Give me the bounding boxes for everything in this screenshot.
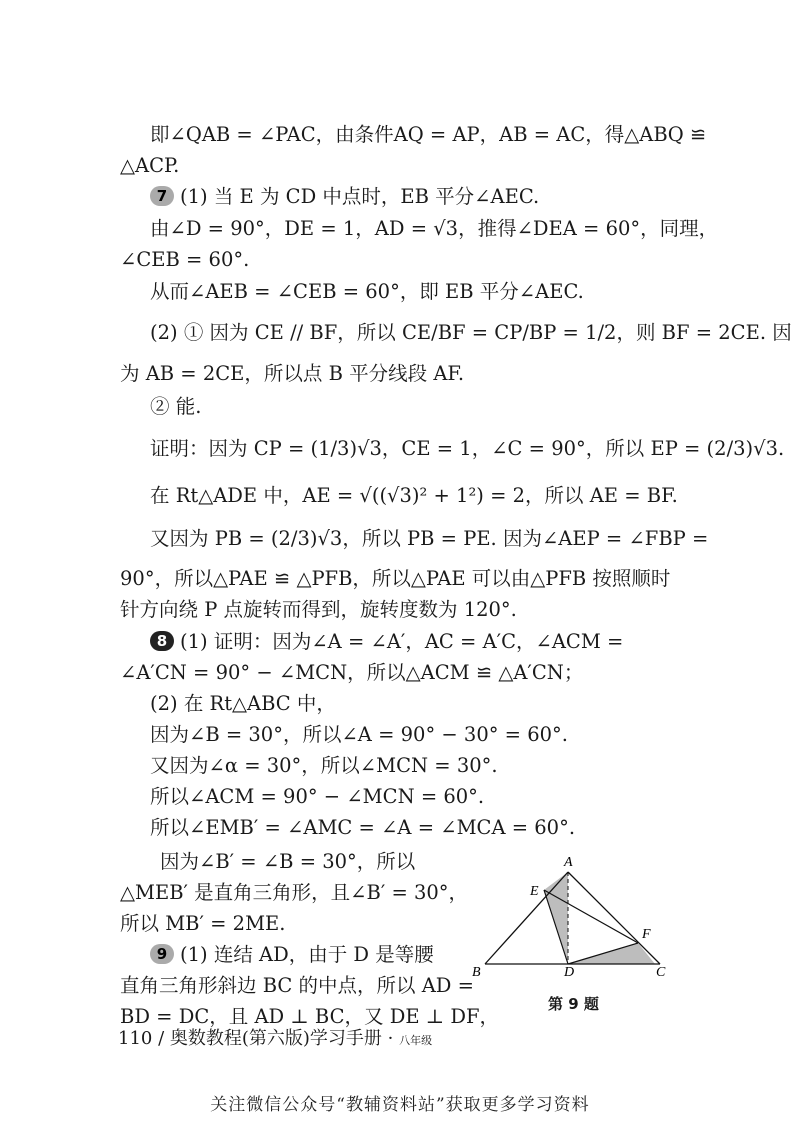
text-line: 又因为 PB = (2/3)√3，所以 PB = PE. 因为∠AEP = ∠FBP =	[150, 527, 709, 550]
text-line	[150, 182, 539, 212]
text-span: (1) 当 E 为 CD 中点时，EB 平分∠AEC.	[180, 185, 540, 208]
text-line: △ACP.	[120, 154, 180, 177]
geometry-figure	[470, 850, 680, 1050]
text-line: 因为∠B′ = ∠B = 30°，所以	[160, 850, 416, 873]
text-line: △MEB′ 是直角三角形，且∠B′ = 30°，	[120, 881, 469, 904]
text-line: 由∠D = 90°，DE = 1，AD = √3，推得∠DEA = 60°，同理，	[150, 217, 719, 240]
vertex-label-b: B	[472, 965, 481, 980]
vertex-label-a: A	[564, 855, 573, 870]
text-line: 为 AB = 2CE，所以点 B 平分线段 AF.	[120, 362, 465, 385]
text-line: BD = DC，且 AD ⊥ BC，又 DE ⊥ DF，	[120, 1005, 499, 1028]
text-line: 又因为∠α = 30°，所以∠MCN = 30°.	[150, 754, 498, 777]
text-line: ∠A′CN = 90° − ∠MCN，所以△ACM ≌ △A′CN；	[120, 661, 584, 684]
text-line: (2) ① 因为 CE // BF，所以 CE/BF = CP/BP = 1/2，则 BF = 2CE. 因	[150, 321, 792, 344]
text-line: 90°，所以△PAE ≌ △PFB，所以△PAE 可以由△PFB 按照顺时	[120, 567, 671, 590]
problem-number-badge: 7	[150, 186, 174, 206]
vertex-label-c: C	[656, 965, 666, 980]
problem-number-badge: 8	[150, 631, 174, 651]
text-line: 所以∠ACM = 90° − ∠MCN = 60°.	[150, 785, 485, 808]
text-span: (1) 连结 AD，由于 D 是等腰	[180, 943, 434, 966]
figure-caption: 第 9 题	[548, 995, 599, 1013]
text-line: 即∠QAB = ∠PAC，由条件AQ = AP，AB = AC，得△ABQ ≌	[150, 123, 707, 146]
text-line	[150, 940, 434, 970]
text-line: 直角三角形斜边 BC 的中点，所以 AD =	[120, 974, 474, 997]
vertex-label-f: F	[642, 927, 651, 942]
text-line	[150, 627, 623, 657]
grade-label: 八年级	[399, 1034, 433, 1047]
page-number: 110 /	[118, 1028, 165, 1049]
watermark-notice: 关注微信公众号“教辅资料站”获取更多学习资料	[210, 1095, 590, 1115]
vertex-label-d: D	[564, 965, 575, 980]
text-line: 证明：因为 CP = (1/3)√3，CE = 1，∠C = 90°，所以 EP = (2/3)√3.	[150, 437, 785, 460]
vertex-label-e: E	[530, 884, 539, 899]
text-line: 所以 MB′ = 2ME.	[120, 912, 286, 935]
page-footer	[118, 1024, 432, 1050]
text-span: (1) 证明：因为∠A = ∠A′，AC = A′C，∠ACM =	[180, 630, 624, 653]
text-line: 因为∠B = 30°，所以∠A = 90° − 30° = 60°.	[150, 723, 568, 746]
text-line: 在 Rt△ADE 中，AE = √((√3)² + 1²) = 2，所以 AE = BF.	[150, 484, 678, 507]
text-line: ② 能.	[150, 395, 202, 418]
problem-number-badge: 9	[150, 944, 174, 964]
text-line: 从而∠AEB = ∠CEB = 60°，即 EB 平分∠AEC.	[150, 280, 584, 303]
text-line: (2) 在 Rt△ABC 中，	[150, 692, 336, 715]
text-line: ∠CEB = 60°.	[120, 248, 250, 271]
text-line: 针方向绕 P 点旋转而得到，旋转度数为 120°.	[120, 598, 517, 621]
text-line: 所以∠EMB′ = ∠AMC = ∠A = ∠MCA = 60°.	[150, 816, 576, 839]
book-title: 奥数教程(第六版)学习手册 ·	[169, 1028, 394, 1049]
